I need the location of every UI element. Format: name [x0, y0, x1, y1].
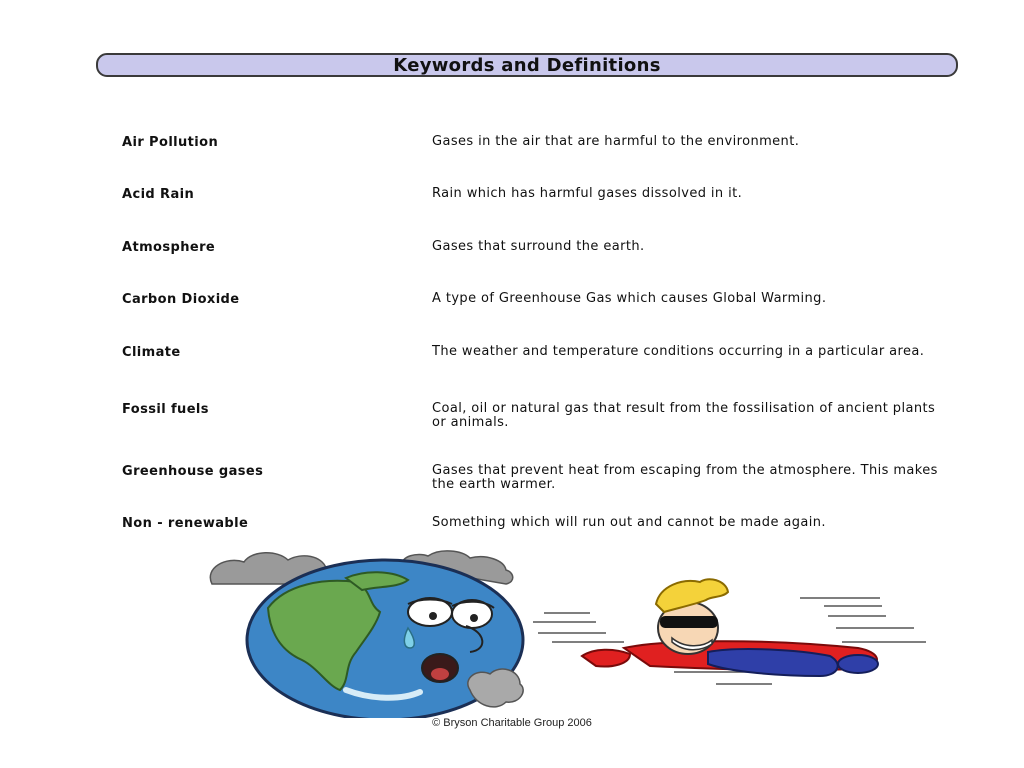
keyword-definition: Rain which has harmful gases dissolved in it. — [432, 186, 743, 201]
page-title: Keywords and Definitions — [96, 53, 958, 77]
keyword-definition: The weather and temperature conditions occurring in a particular area. — [432, 344, 925, 359]
keyword-term: Atmosphere — [122, 240, 216, 255]
keyword-term: Acid Rain — [122, 187, 195, 202]
keyword-term: Fossil fuels — [122, 402, 209, 417]
keyword-term: Carbon Dioxide — [122, 292, 240, 307]
keyword-definition: Gases in the air that are harmful to the environment. — [432, 134, 800, 149]
keyword-definition: Coal, oil or natural gas that result from the fossilisation of ancient plants or animals. — [432, 401, 936, 430]
keyword-definition: Something which will run out and cannot be made again. — [432, 515, 826, 530]
keyword-definition: A type of Greenhouse Gas which causes Global Warming. — [432, 291, 827, 306]
keyword-term: Climate — [122, 345, 181, 360]
flying-superhero-icon — [582, 579, 878, 676]
keyword-term: Greenhouse gases — [122, 464, 264, 479]
cartoon-illustration — [0, 548, 1024, 718]
keyword-term: Air Pollution — [122, 135, 219, 150]
keyword-term: Non - renewable — [122, 516, 249, 531]
keyword-definition: Gases that surround the earth. — [432, 239, 645, 254]
copyright-notice: © Bryson Charitable Group 2006 — [432, 717, 592, 729]
keyword-definition: Gases that prevent heat from escaping from the atmosphere. This makes the earth warmer. — [432, 463, 938, 492]
